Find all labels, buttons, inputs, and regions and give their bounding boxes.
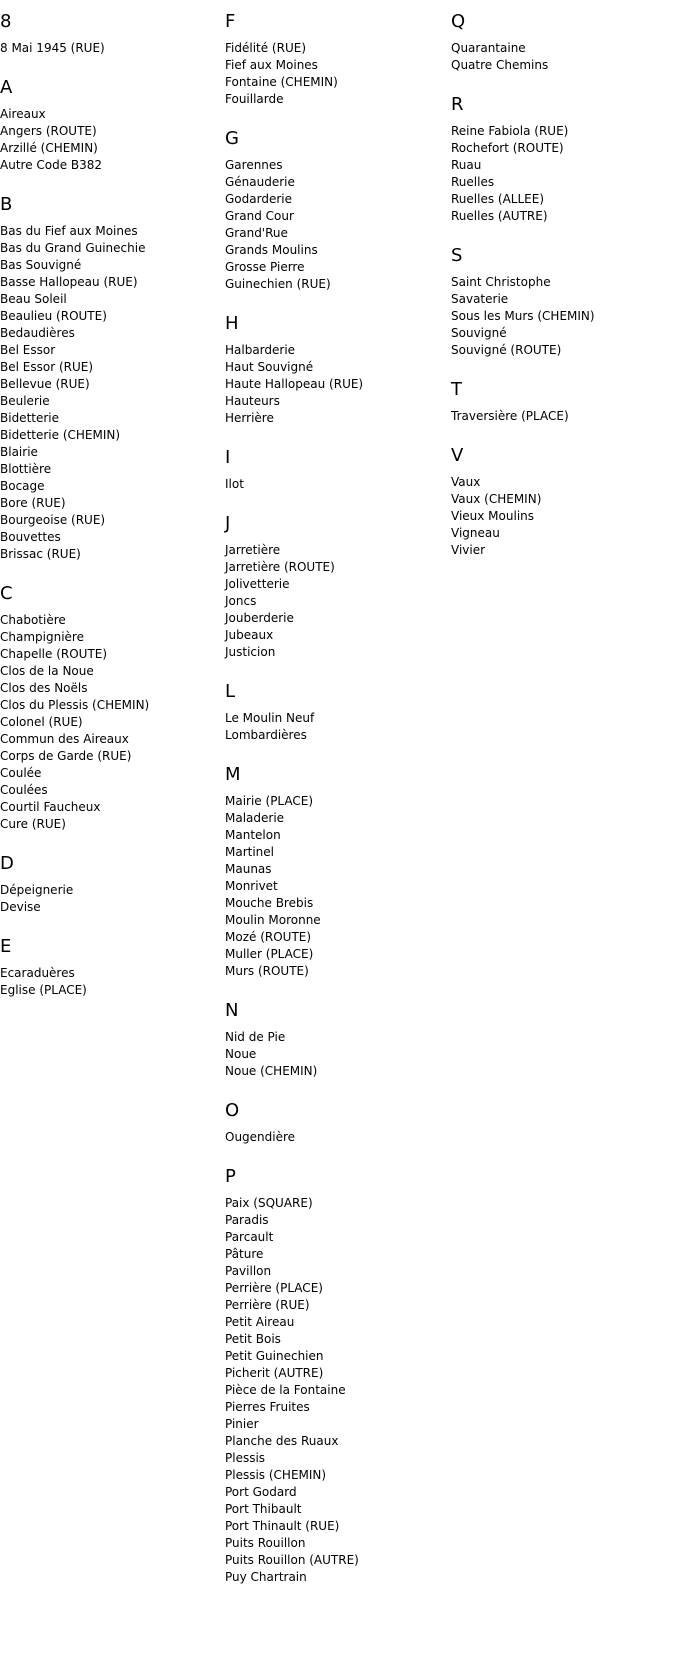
- street-link[interactable]: Jarretière: [225, 543, 281, 557]
- street-link[interactable]: Ougendière: [225, 1130, 296, 1144]
- street-link[interactable]: Pinier: [225, 1417, 259, 1431]
- street-link[interactable]: Champignière: [0, 630, 84, 644]
- street-link[interactable]: Pâture: [225, 1247, 264, 1261]
- letter-heading: L: [225, 681, 236, 702]
- letter-heading: N: [225, 1000, 239, 1021]
- street-link[interactable]: Petit Bois: [225, 1332, 281, 1346]
- letter-heading: O: [225, 1100, 240, 1121]
- street-link[interactable]: Puits Rouillon: [225, 1536, 306, 1550]
- letter-heading: E: [0, 936, 12, 957]
- street-link[interactable]: Vaux: [451, 475, 481, 489]
- street-link[interactable]: Savaterie: [451, 292, 509, 306]
- letter-section: [451, 379, 671, 425]
- street-link[interactable]: Dépeignerie: [0, 883, 74, 897]
- letter-heading: A: [0, 77, 13, 98]
- street-link[interactable]: Guinechien (RUE): [225, 277, 331, 291]
- street-link[interactable]: Clos de la Noue: [0, 664, 94, 678]
- street-link[interactable]: Bidetterie: [0, 411, 60, 425]
- street-link[interactable]: Souvigné (ROUTE): [451, 343, 562, 357]
- street-link[interactable]: Godarderie: [225, 192, 292, 206]
- letter-section: [0, 583, 220, 833]
- street-link[interactable]: Reine Fabiola (RUE): [451, 124, 569, 138]
- street-link[interactable]: Muller (PLACE): [225, 947, 314, 961]
- street-link[interactable]: Perrière (RUE): [225, 1298, 310, 1312]
- letter-section: [0, 77, 220, 174]
- street-link[interactable]: Ilot: [225, 477, 244, 491]
- letter-section: [0, 11, 220, 57]
- letter-section: [225, 1166, 445, 1586]
- letter-heading: H: [225, 313, 239, 334]
- letter-section: [0, 853, 220, 916]
- street-link[interactable]: Pavillon: [225, 1264, 272, 1278]
- street-link[interactable]: Angers (ROUTE): [0, 124, 97, 138]
- street-link[interactable]: Vaux (CHEMIN): [451, 492, 542, 506]
- street-link[interactable]: Courtil Faucheux: [0, 800, 101, 814]
- street-link[interactable]: Maunas: [225, 862, 272, 876]
- street-link[interactable]: Hauteurs: [225, 394, 280, 408]
- letter-section: [225, 313, 445, 427]
- street-link[interactable]: Noue (CHEMIN): [225, 1064, 318, 1078]
- street-link[interactable]: Génauderie: [225, 175, 295, 189]
- letter-heading: R: [451, 94, 464, 115]
- street-link[interactable]: Vivier: [451, 543, 486, 557]
- street-link[interactable]: Le Moulin Neuf: [225, 711, 315, 725]
- street-link[interactable]: Quatre Chemins: [451, 58, 549, 72]
- street-index-column-3: [451, 0, 671, 579]
- street-link[interactable]: Mozé (ROUTE): [225, 930, 312, 944]
- street-link[interactable]: Grand Cour: [225, 209, 294, 223]
- street-link[interactable]: Nid de Pie: [225, 1030, 286, 1044]
- street-link[interactable]: 8 Mai 1945 (RUE): [0, 41, 105, 55]
- street-link[interactable]: Bourgeoise (RUE): [0, 513, 106, 527]
- letter-heading: C: [0, 583, 13, 604]
- letter-heading: P: [225, 1166, 236, 1187]
- letter-section: [225, 1100, 445, 1146]
- letter-section: [225, 1000, 445, 1080]
- letter-heading: V: [451, 445, 464, 466]
- street-link[interactable]: Grand'Rue: [225, 226, 288, 240]
- street-link[interactable]: Garennes: [225, 158, 283, 172]
- street-link[interactable]: Vieux Moulins: [451, 509, 535, 523]
- street-link[interactable]: Coulée: [0, 766, 42, 780]
- letter-section: [451, 245, 671, 359]
- letter-heading: T: [451, 379, 462, 400]
- street-link[interactable]: Paradis: [225, 1213, 269, 1227]
- street-link[interactable]: Lombardières: [225, 728, 307, 742]
- street-link[interactable]: Devise: [0, 900, 41, 914]
- street-link[interactable]: Blottière: [0, 462, 52, 476]
- street-link[interactable]: Perrière (PLACE): [225, 1281, 323, 1295]
- letter-section: [225, 513, 445, 661]
- street-link[interactable]: Cure (RUE): [0, 817, 66, 831]
- street-index-column-1: [0, 0, 220, 1019]
- street-link[interactable]: Paix (SQUARE): [225, 1196, 313, 1210]
- street-link[interactable]: Beulerie: [0, 394, 50, 408]
- letter-section: [225, 128, 445, 293]
- street-link[interactable]: Planche des Ruaux: [225, 1434, 339, 1448]
- street-link[interactable]: Port Thibault: [225, 1502, 302, 1516]
- street-link[interactable]: Puits Rouillon (AUTRE): [225, 1553, 359, 1567]
- street-link[interactable]: Coulées: [0, 783, 48, 797]
- street-link[interactable]: Maladerie: [225, 811, 285, 825]
- street-link[interactable]: Plessis: [225, 1451, 266, 1465]
- street-link[interactable]: Clos des Noëls: [0, 681, 88, 695]
- street-link[interactable]: Commun des Aireaux: [0, 732, 129, 746]
- street-link[interactable]: Ruelles (ALLEE): [451, 192, 545, 206]
- street-link[interactable]: Petit Aireau: [225, 1315, 295, 1329]
- street-link[interactable]: Bas du Fief aux Moines: [0, 224, 138, 238]
- street-link[interactable]: Saint Christophe: [451, 275, 551, 289]
- street-link[interactable]: Fidélité (RUE): [225, 41, 306, 55]
- letter-section: [225, 447, 445, 493]
- letter-heading: M: [225, 764, 241, 785]
- street-link[interactable]: Halbarderie: [225, 343, 296, 357]
- street-link[interactable]: Grands Moulins: [225, 243, 318, 257]
- street-link[interactable]: Martinel: [225, 845, 275, 859]
- street-link[interactable]: Port Thinault (RUE): [225, 1519, 340, 1533]
- letter-heading: 8: [0, 11, 12, 32]
- street-link[interactable]: Basse Hallopeau (RUE): [0, 275, 138, 289]
- street-link[interactable]: Parcault: [225, 1230, 274, 1244]
- street-link[interactable]: Beau Soleil: [0, 292, 67, 306]
- letter-heading: B: [0, 194, 13, 215]
- street-link[interactable]: Fouillarde: [225, 92, 284, 106]
- street-link[interactable]: Jolivetterie: [225, 577, 290, 591]
- street-link[interactable]: Noue: [225, 1047, 257, 1061]
- street-link[interactable]: Bore (RUE): [0, 496, 66, 510]
- street-link[interactable]: Bocage: [0, 479, 45, 493]
- street-link[interactable]: Eglise (PLACE): [0, 983, 87, 997]
- street-link[interactable]: Picherit (AUTRE): [225, 1366, 324, 1380]
- street-link[interactable]: Autre Code B382: [0, 158, 103, 172]
- street-link[interactable]: Moulin Moronne: [225, 913, 321, 927]
- letter-section: [0, 194, 220, 563]
- street-link[interactable]: Blairie: [0, 445, 38, 459]
- letter-heading: F: [225, 11, 236, 32]
- street-link[interactable]: Jarretière (ROUTE): [225, 560, 335, 574]
- street-link[interactable]: Joncs: [225, 594, 257, 608]
- street-link[interactable]: Jouberderie: [225, 611, 294, 625]
- letter-section: [451, 94, 671, 225]
- letter-heading: D: [0, 853, 14, 874]
- street-link[interactable]: Pierres Fruites: [225, 1400, 310, 1414]
- street-link[interactable]: Justicion: [225, 645, 276, 659]
- letter-section: [451, 445, 671, 559]
- street-link[interactable]: Mantelon: [225, 828, 281, 842]
- street-link[interactable]: Monrivet: [225, 879, 278, 893]
- street-link[interactable]: Clos du Plessis (CHEMIN): [0, 698, 150, 712]
- letter-heading: S: [451, 245, 463, 266]
- street-link[interactable]: Aireaux: [0, 107, 46, 121]
- letter-section: [451, 11, 671, 74]
- letter-section: [225, 764, 445, 980]
- street-link[interactable]: Bouvettes: [0, 530, 61, 544]
- street-link[interactable]: Ruelles: [451, 175, 495, 189]
- street-link[interactable]: Haute Hallopeau (RUE): [225, 377, 364, 391]
- street-link[interactable]: Ecaraduères: [0, 966, 75, 980]
- street-link[interactable]: Corps de Garde (RUE): [0, 749, 132, 763]
- street-link[interactable]: Brissac (RUE): [0, 547, 81, 561]
- street-index-column-2: [225, 0, 445, 1606]
- letter-section: [0, 936, 220, 999]
- street-link[interactable]: Herrière: [225, 411, 274, 425]
- street-link[interactable]: Ruelles (AUTRE): [451, 209, 548, 223]
- street-link[interactable]: Haut Souvigné: [225, 360, 314, 374]
- street-link[interactable]: Sous les Murs (CHEMIN): [451, 309, 595, 323]
- street-link[interactable]: Grosse Pierre: [225, 260, 305, 274]
- street-link[interactable]: Murs (ROUTE): [225, 964, 309, 978]
- street-link[interactable]: Beaulieu (ROUTE): [0, 309, 107, 323]
- street-link[interactable]: Fontaine (CHEMIN): [225, 75, 338, 89]
- street-link[interactable]: Rochefort (ROUTE): [451, 141, 564, 155]
- street-link[interactable]: Bel Essor: [0, 343, 56, 357]
- street-link[interactable]: Bellevue (RUE): [0, 377, 90, 391]
- street-link[interactable]: Bel Essor (RUE): [0, 360, 94, 374]
- street-link[interactable]: Arzillé (CHEMIN): [0, 141, 98, 155]
- street-link[interactable]: Mairie (PLACE): [225, 794, 314, 808]
- letter-heading: Q: [451, 11, 466, 32]
- letter-section: [225, 11, 445, 108]
- street-link[interactable]: Bas du Grand Guinechie: [0, 241, 146, 255]
- street-link[interactable]: Quarantaine: [451, 41, 526, 55]
- street-link[interactable]: Vigneau: [451, 526, 500, 540]
- street-link[interactable]: Fief aux Moines: [225, 58, 318, 72]
- street-link[interactable]: Chapelle (ROUTE): [0, 647, 108, 661]
- street-link[interactable]: Ruau: [451, 158, 482, 172]
- street-link[interactable]: Mouche Brebis: [225, 896, 314, 910]
- street-link[interactable]: Puy Chartrain: [225, 1570, 307, 1584]
- street-link[interactable]: Plessis (CHEMIN): [225, 1468, 327, 1482]
- street-link[interactable]: Traversière (PLACE): [451, 409, 569, 423]
- street-link[interactable]: Bas Souvigné: [0, 258, 82, 272]
- letter-heading: I: [225, 447, 231, 468]
- street-link[interactable]: Bidetterie (CHEMIN): [0, 428, 121, 442]
- letter-heading: G: [225, 128, 239, 149]
- street-link[interactable]: Souvigné: [451, 326, 507, 340]
- street-link[interactable]: Bedaudières: [0, 326, 75, 340]
- street-link[interactable]: Petit Guinechien: [225, 1349, 324, 1363]
- street-link[interactable]: Colonel (RUE): [0, 715, 83, 729]
- letter-section: [225, 681, 445, 744]
- street-link[interactable]: Jubeaux: [225, 628, 274, 642]
- street-link[interactable]: Port Godard: [225, 1485, 297, 1499]
- street-link[interactable]: Chabotière: [0, 613, 66, 627]
- letter-heading: J: [225, 513, 231, 534]
- street-link[interactable]: Pièce de la Fontaine: [225, 1383, 346, 1397]
